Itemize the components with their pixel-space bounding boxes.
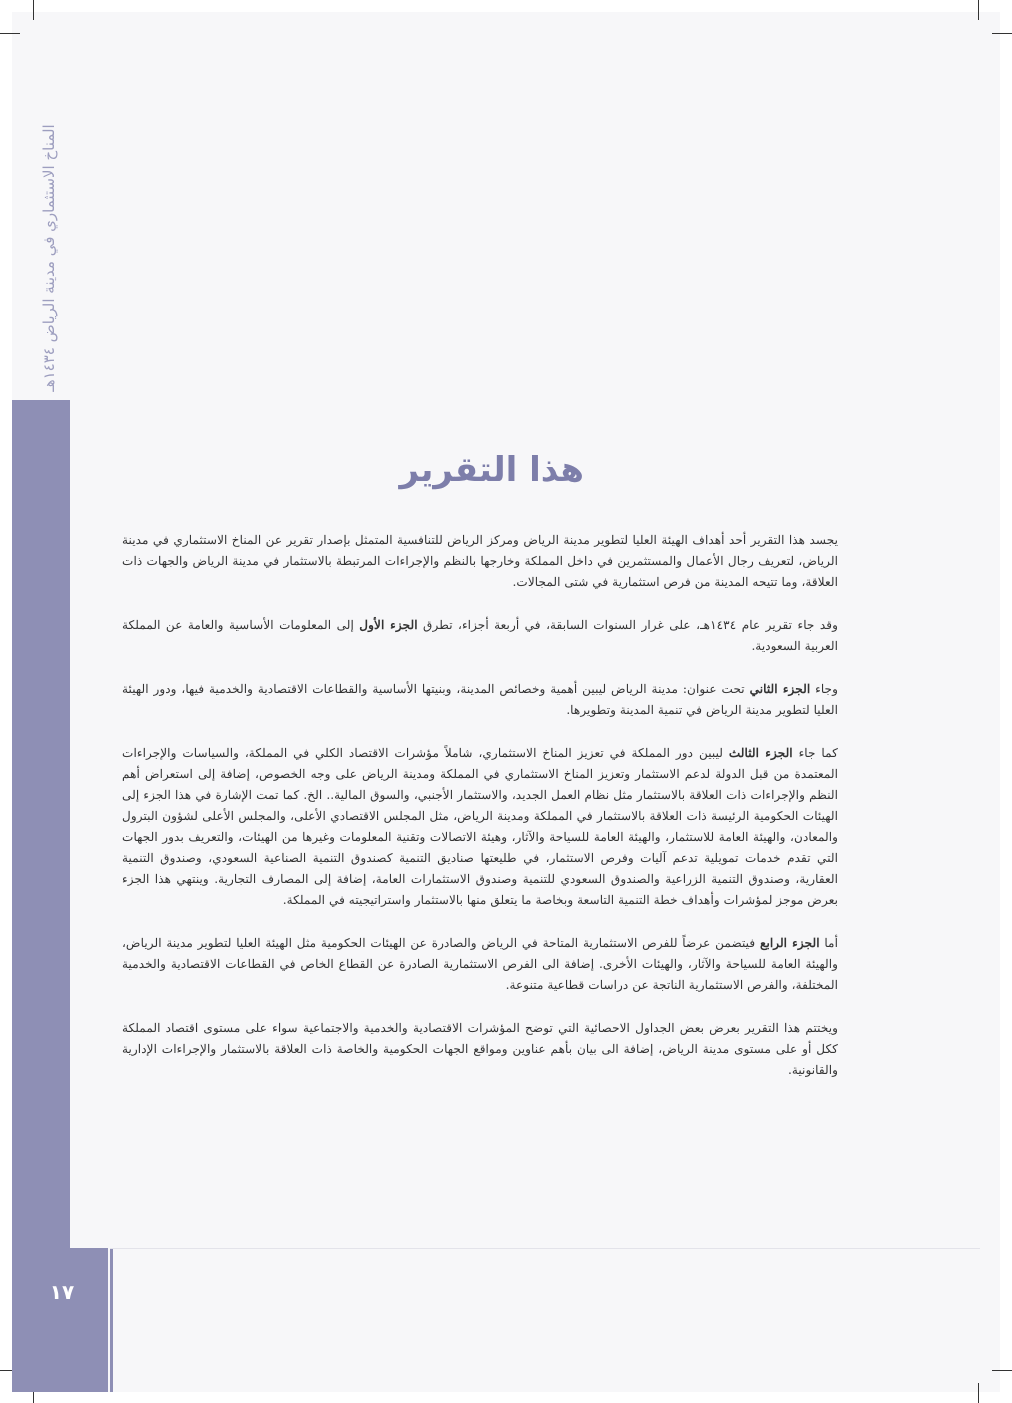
- paragraph-part-three: كما جاء الجزء الثالث ليبين دور المملكة في تعزيز المناخ الاستثماري، شاملاً مؤشرات الاقتصاد الكلي في المملكة، والسياسات والإجراءات المعتمدة من قبل الدولة لدعم الاستثمار وتعزيز المناخ الاستثماري في المملكة ومدينة الرياض على وجه الخصوص، إضافة إلى استعراض أهم النظم والإجراءات ذات العلاقة بالاستثمار مثل نظام العمل الجديد، والاستثمار الأجنبي، والسوق المالية.. الخ. كما تمت الإشارة في هذا الجزء إلى الهيئات الحكومية الرئيسة ذات العلاقة بالاستثمار في المملكة ومدينة الرياض، مثل المجلس الاقتصادي الأعلى، والمجلس الأعلى لشؤون البترول والمعادن، والهيئة العامة للاستثمار، والهيئة العامة للسياحة والآثار، وهيئة الاتصالات وتقنية المعلومات وغيرها من الهيئات، والتعريف بدور الجهات التي تقدم خدمات تمويلية تدعم آليات وفرص الاستثمار، في طليعتها صناديق التنمية كصندوق التنمية الصناعية السعودي، وصندوق التنمية العقارية، وصندوق التنمية الزراعية والصندوق السعودي للتنمية وصندوق الاستثمارات العامة، إضافة إلى المصارف التجارية. وينتهي هذا الجزء بعرض موجز لمؤشرات وأهداف خطة التنمية التاسعة وبخاصة ما يتعلق منها بالاستثمار واستراتيجيته في المملكة.: [122, 746, 838, 907]
- report-body: [122, 530, 838, 1103]
- crop-mark-top-right-h: [992, 33, 1012, 34]
- sidebar-band: [12, 400, 70, 1392]
- crop-mark-bottom-right-h: [992, 1370, 1012, 1371]
- crop-mark-top-left-v: [33, 0, 34, 20]
- page-number: ١٧: [49, 1280, 75, 1304]
- footer-horizontal-rule: [110, 1248, 980, 1249]
- part-one-label: الجزء الأول: [359, 618, 418, 632]
- part-three-label: الجزء الثالث: [728, 746, 793, 760]
- paragraph-conclusion: ويختتم هذا التقرير بعرض بعض الجداول الاحصائية التي توضح المؤشرات الاقتصادية والخدمية والاجتماعية سواء على مستوى اقتصاد المملكة ككل أو على مستوى مدينة الرياض، إضافة الى بيان بأهم عناوين ومواقع الجهات الحكومية والخاصة ذات العلاقة بالاستثمار والإجراءات الإدارية والقانونية.: [122, 1021, 838, 1077]
- paragraph-intro: يجسد هذا التقرير أحد أهداف الهيئة العليا لتطوير مدينة الرياض ومركز الرياض للتنافسية المتمثل بإصدار تقرير عن المناخ الاستثماري في مدينة الرياض، لتعريف رجال الأعمال والمستثمرين في داخل المملكة وخارجها بالنظم والإجراءات المرتبطة بالاستثمار في مدينة الرياض والجهات ذات العلاقة، وما تتيحه المدينة من فرص استثمارية في شتى المجالات.: [122, 533, 838, 589]
- crop-mark-top-left-h: [0, 33, 20, 34]
- page-title: هذا التقرير: [399, 450, 584, 490]
- part-two-label: الجزء الثاني: [749, 682, 811, 696]
- paragraph-part-four: أما الجزء الرابع فيتضمن عرضاً للفرص الاستثمارية المتاحة في الرياض والصادرة عن الهيئات الحكومية مثل الهيئة العليا لتطوير مدينة الرياض، والهيئة العامة للسياحة والآثار، والهيئات الأخرى. إضافة الى الفرص الاستثمارية الصادرة عن القطاع الخاص في القطاعات الاقتصادية والخدمية المختلفة، والفرص الاستثمارية الناتجة عن دراسات قطاعية متنوعة.: [122, 936, 838, 992]
- sidebar-footer-block: [12, 1248, 108, 1392]
- paragraph-part-one: وقد جاء تقرير عام ١٤٣٤هـ، على غرار السنوات السابقة، في أربعة أجزاء، تطرق الجزء الأول إلى المعلومات الأساسية والعامة عن المملكة العربية السعودية.: [122, 618, 838, 653]
- crop-mark-top-right-v: [978, 0, 979, 20]
- footer-vertical-rule: [110, 1248, 113, 1392]
- paragraph-part-two: وجاء الجزء الثاني تحت عنوان: مدينة الرياض ليبين أهمية وخصائص المدينة، وبنيتها الأساسية والقطاعات الاقتصادية والخدمية فيها، ودور الهيئة العليا لتطوير مدينة الرياض في تنمية المدينة وتطويرها.: [122, 682, 838, 717]
- crop-mark-bottom-right-v: [978, 1383, 979, 1403]
- part-four-label: الجزء الرابع: [759, 936, 820, 950]
- running-head: المناخ الاستثماري في مدينة الرياض ١٤٣٤هـ: [40, 124, 58, 392]
